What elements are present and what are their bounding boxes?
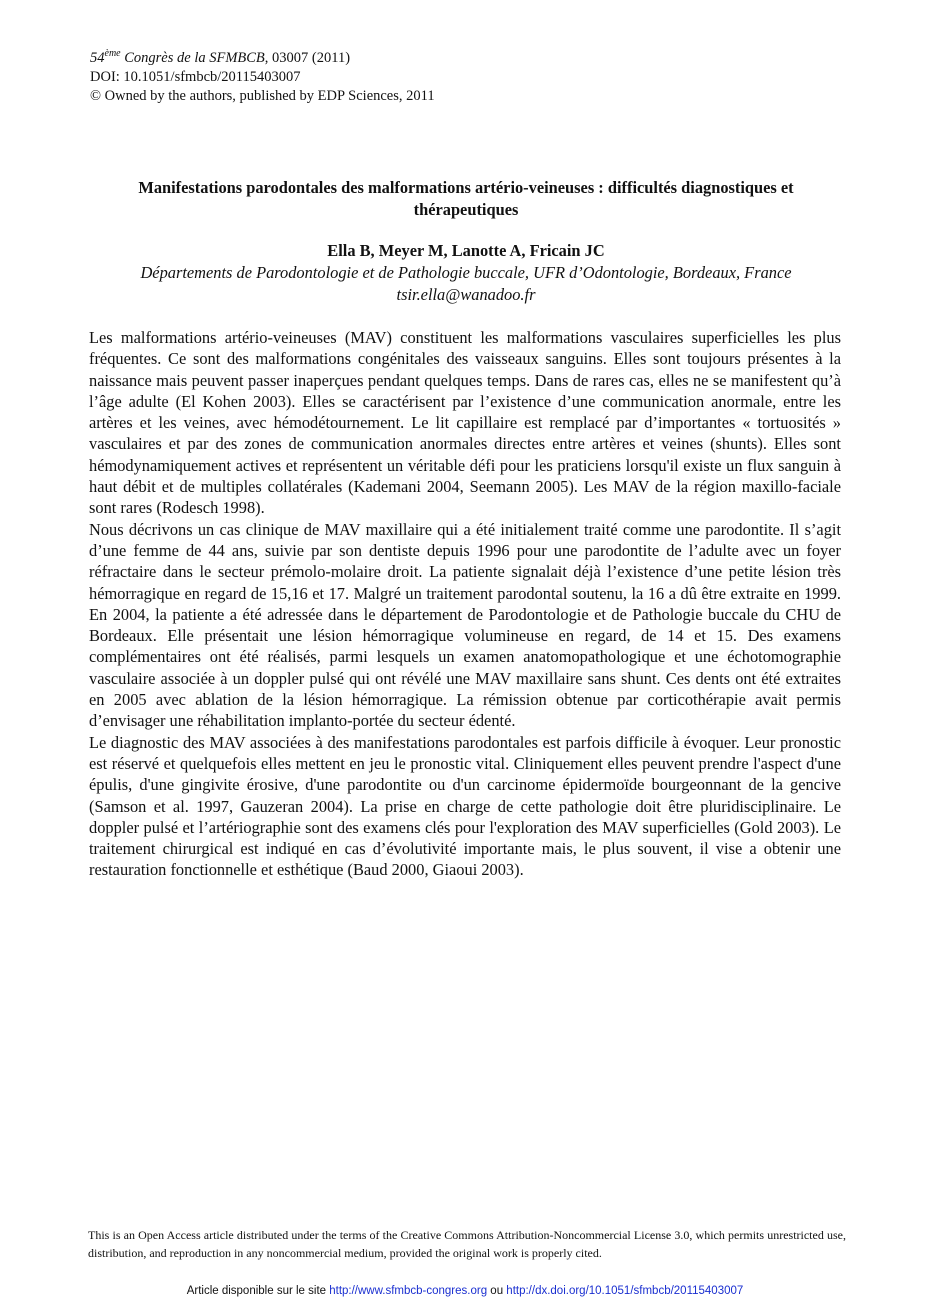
- footer-middle: ou: [487, 1285, 507, 1297]
- footer-prefix: Article disponible sur le site: [186, 1285, 330, 1297]
- article-title: Manifestations parodontales des malformations artério-veineuses : difficultés diagnostiques et thérapeutiques: [138, 178, 794, 219]
- footer-link-doi[interactable]: http://dx.doi.org/10.1051/sfmbcb/20115403007: [506, 1285, 744, 1297]
- conference-reference: , 03007 (2011): [264, 49, 351, 66]
- author-email[interactable]: tsir.ella@wanadoo.fr: [396, 285, 536, 304]
- article-affiliation: Départements de Parodontologie et de Pathologie buccale, UFR d’Odontologie, Bordeaux, France: [140, 263, 792, 282]
- body-paragraph-1: Les malformations artério-veineuses (MAV) constituent les malformations vasculaires superficielles les plus fréquentes. Ce sont des malformations congénitales des vaisseaux sanguins. Elles sont toujours présentes à la naissance mais peuvent passer inaperçues pendant quelques temps. Dans de rares cas, elles ne se manifestent qu’à l’âge adulte (El Kohen 2003). Elles se caractérisent par l’existence d’une communication anormale, entre les artères et les veines, avec hémodétournement. Le lit capillaire est remplacé par d’importantes « tortuosités » vasculaires et par des zones de communication anormales directes entre artères et veines (shunts). Elles sont hémodynamiquement actives et représentent un véritable défi pour les praticiens lorsqu'il existe un flux sanguin à haut débit et de multiples collatérales (Kademani 2004, Seemann 2005). Les MAV de la région maxillo-faciale sont rares (Rodesch 1998).: [89, 328, 841, 518]
- conference-name: Congrès de la SFMBCB: [124, 49, 265, 66]
- conference-number: 54: [90, 49, 105, 66]
- article-authors: Ella B, Meyer M, Lanotte A, Fricain JC: [327, 241, 605, 260]
- conference-line: [90, 44, 435, 68]
- page-header: [90, 44, 435, 106]
- doi-line: DOI: 10.1051/sfmbcb/20115403007: [90, 68, 301, 85]
- article-body: [89, 327, 841, 881]
- body-paragraph-3: Le diagnostic des MAV associées à des manifestations parodontales est parfois difficile à évoquer. Leur pronostic est réservé et quelquefois elles mettent en jeu le pronostic vital. Cliniquement elles peuvent prendre l'aspect d'une épulis, d'une gingivite érosive, d'une parodontite ou d'un carcinome épidermoïde bourgeonnant de la gencive (Samson et al. 1997, Gauzeran 2004). La prise en charge de cette pathologie doit être pluridisciplinaire. Le doppler pulsé et l’artériographie sont des examens clés pour l'exploration des MAV superficielles (Gold 2003). Le traitement chirurgical est indiqué en cas d’évolutivité importante mais, le plus souvent, il vise a obtenir une restauration fonctionnelle et esthétique (Baud 2000, Giaoui 2003).: [89, 732, 841, 880]
- page-footer: [0, 1284, 930, 1298]
- conference-superscript: ème: [104, 48, 121, 59]
- copyright-line: © Owned by the authors, published by EDP Sciences, 2011: [90, 87, 435, 104]
- footer-link-sfmbcb[interactable]: http://www.sfmbcb-congres.org: [329, 1285, 488, 1297]
- body-paragraph-2: Nous décrivons un cas clinique de MAV maxillaire qui a été initialement traité comme une parodontite. Il s’agit d’une femme de 44 ans, suivie par son dentiste depuis 1996 pour une parodontite de l’adulte avec un foyer réfractaire dans le secteur prémolo-molaire droit. La patiente signalait déjà l’existence d’une petite lésion très hémorragique en regard de 15,16 et 17. Malgré un traitement parodontal soutenu, la 16 a dû être extraite en 1999. En 2004, la patiente a été adressée dans le département de Parodontologie et de Pathologie buccale du CHU de Bordeaux. Elle présentait une lésion hémorragique volumineuse en regard, de 14 et 15. Des examens complémentaires ont été réalisés, parmi lesquels un examen anatomopathologique et une échotomographie vasculaire associée à un doppler pulsé qui ont révélé une MAV maxillaire sans shunt. Ces dents ont été extraites en 2005 avec ablation de la lésion hémorragique. La rémission obtenue par corticothérapie avait permis d’envisager une réhabilitation implanto-portée du secteur édenté.: [89, 519, 841, 731]
- license-notice: This is an Open Access article distributed under the terms of the Creative Commons Attribution-Noncommercial License 3.0, which permits unrestricted use, distribution, and reproduction in any noncommercial medium, provided the original work is properly cited.: [88, 1228, 846, 1260]
